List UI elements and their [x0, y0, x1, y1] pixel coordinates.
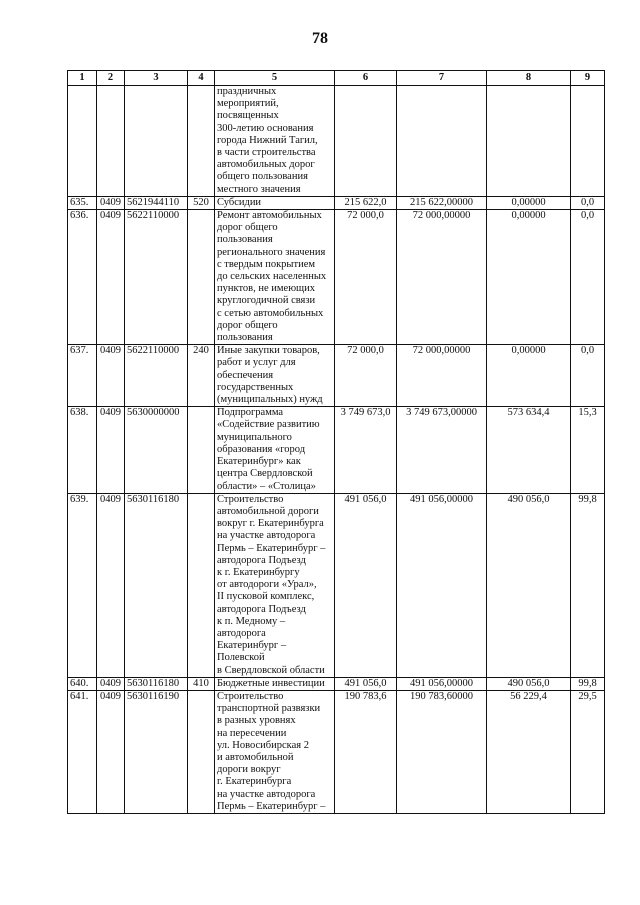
table-row — [68, 690, 605, 813]
executed-amount: 490 056,0 — [487, 677, 571, 690]
col-header-8: 8 — [487, 71, 571, 86]
col-header-7: 7 — [397, 71, 487, 86]
approved-amount: 491 056,0 — [335, 677, 397, 690]
expense-type-code — [188, 690, 215, 813]
expense-type-code — [188, 493, 215, 677]
budget-amount: 215 622,00000 — [397, 196, 487, 209]
col-header-6: 6 — [335, 71, 397, 86]
section-code: 0409 — [97, 407, 125, 493]
target-article-code: 5630116190 — [125, 690, 188, 813]
table-row — [68, 677, 605, 690]
expense-type-code: 240 — [188, 345, 215, 407]
budget-amount: 72 000,00000 — [397, 210, 487, 345]
execution-percent: 15,3 — [571, 407, 605, 493]
approved-amount: 72 000,0 — [335, 345, 397, 407]
approved-amount — [335, 86, 397, 197]
execution-percent — [571, 86, 605, 197]
row-number: 637. — [68, 345, 97, 407]
execution-percent: 0,0 — [571, 345, 605, 407]
budget-amount — [397, 86, 487, 197]
row-description: Подпрограмма «Содействие развитию муниципального образования «город Екатеринбург» как центра Свердловской области» – «Столица» — [215, 407, 335, 493]
row-number: 638. — [68, 407, 97, 493]
table-row — [68, 493, 605, 677]
approved-amount: 215 622,0 — [335, 196, 397, 209]
section-code: 0409 — [97, 196, 125, 209]
section-code: 0409 — [97, 210, 125, 345]
header-row — [68, 71, 605, 86]
approved-amount: 190 783,6 — [335, 690, 397, 813]
row-number: 635. — [68, 196, 97, 209]
target-article-code: 5630116180 — [125, 677, 188, 690]
execution-percent: 29,5 — [571, 690, 605, 813]
target-article-code: 5630116180 — [125, 493, 188, 677]
approved-amount: 3 749 673,0 — [335, 407, 397, 493]
target-article-code: 5630000000 — [125, 407, 188, 493]
budget-amount: 3 749 673,00000 — [397, 407, 487, 493]
budget-amount: 491 056,00000 — [397, 493, 487, 677]
executed-amount: 0,00000 — [487, 210, 571, 345]
page-number: 78 — [312, 30, 328, 47]
execution-percent: 99,8 — [571, 677, 605, 690]
section-code: 0409 — [97, 690, 125, 813]
approved-amount: 72 000,0 — [335, 210, 397, 345]
executed-amount: 0,00000 — [487, 345, 571, 407]
target-article-code: 5622110000 — [125, 345, 188, 407]
executed-amount — [487, 86, 571, 197]
expense-type-code — [188, 86, 215, 197]
table-row — [68, 345, 605, 407]
col-header-3: 3 — [125, 71, 188, 86]
col-header-4: 4 — [188, 71, 215, 86]
target-article-code — [125, 86, 188, 197]
row-description: Ремонт автомобильных дорог общего пользования регионального значения с твердым покрытием до сельских населенных пунктов, не имеющих круглогодичной связи с сетью автомобильных дорог общего пользования — [215, 210, 335, 345]
execution-percent: 0,0 — [571, 196, 605, 209]
row-description: Иные закупки товаров, работ и услуг для обеспечения государственных (муниципальных) нужд — [215, 345, 335, 407]
col-header-1: 1 — [68, 71, 97, 86]
table-row — [68, 86, 605, 197]
expense-type-code: 520 — [188, 196, 215, 209]
target-article-code: 5621944110 — [125, 196, 188, 209]
row-description: праздничных мероприятий, посвященных 300-летию основания города Нижний Тагил, в части строительства автомобильных дорог общего пользования местного значения — [215, 86, 335, 197]
budget-amount: 72 000,00000 — [397, 345, 487, 407]
budget-table — [67, 70, 605, 814]
row-description: Строительство транспортной развязки в разных уровнях на пересечении ул. Новосибирская 2 и автомобильной дороги вокруг г. Екатеринбурга на участке автодорога Пермь – Екатеринбург – — [215, 690, 335, 813]
execution-percent: 0,0 — [571, 210, 605, 345]
row-description: Строительство автомобильной дороги вокруг г. Екатеринбурга на участке автодорога Пермь – Екатеринбург – автодорога Подъезд к г. Екатеринбургу от автодороги «Урал», II пусковой комплекс, автодорога Подъезд к п. Медному – автодорога Екатеринбург – Полевской в Свердловской области — [215, 493, 335, 677]
expense-type-code: 410 — [188, 677, 215, 690]
expense-type-code — [188, 407, 215, 493]
budget-amount: 491 056,00000 — [397, 677, 487, 690]
executed-amount: 573 634,4 — [487, 407, 571, 493]
col-header-5: 5 — [215, 71, 335, 86]
execution-percent: 99,8 — [571, 493, 605, 677]
executed-amount: 490 056,0 — [487, 493, 571, 677]
section-code: 0409 — [97, 493, 125, 677]
col-header-2: 2 — [97, 71, 125, 86]
budget-amount: 190 783,60000 — [397, 690, 487, 813]
row-description: Субсидии — [215, 196, 335, 209]
section-code: 0409 — [97, 345, 125, 407]
section-code — [97, 86, 125, 197]
row-description: Бюджетные инвестиции — [215, 677, 335, 690]
approved-amount: 491 056,0 — [335, 493, 397, 677]
table-row — [68, 407, 605, 493]
row-number — [68, 86, 97, 197]
executed-amount: 56 229,4 — [487, 690, 571, 813]
row-number: 636. — [68, 210, 97, 345]
table-row — [68, 196, 605, 209]
row-number: 639. — [68, 493, 97, 677]
executed-amount: 0,00000 — [487, 196, 571, 209]
table-row — [68, 210, 605, 345]
section-code: 0409 — [97, 677, 125, 690]
row-number: 640. — [68, 677, 97, 690]
expense-type-code — [188, 210, 215, 345]
row-number: 641. — [68, 690, 97, 813]
col-header-9: 9 — [571, 71, 605, 86]
target-article-code: 5622110000 — [125, 210, 188, 345]
